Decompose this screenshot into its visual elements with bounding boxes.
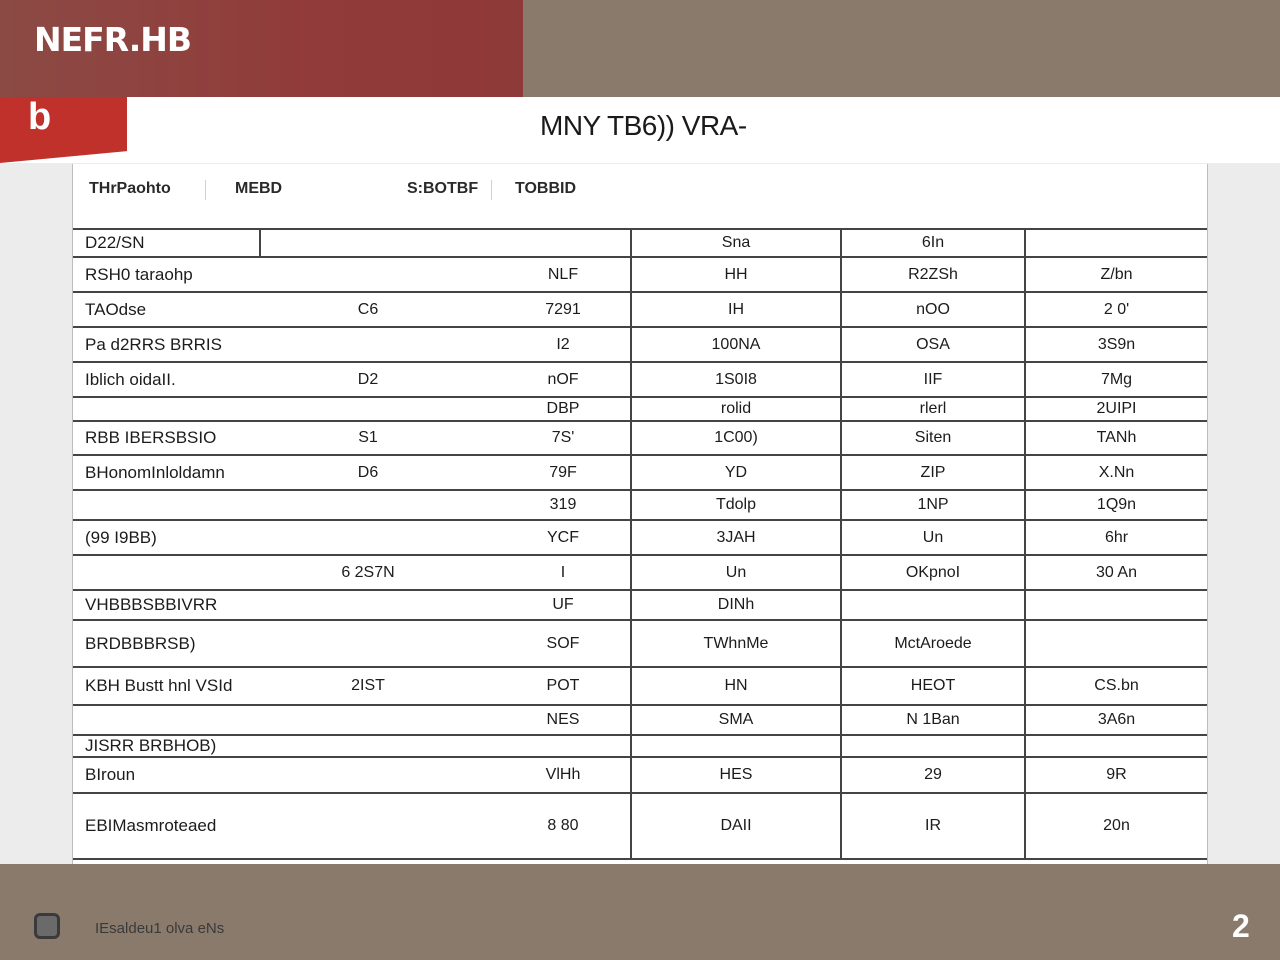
table-row[interactable] [73, 556, 1207, 591]
cell-col-1 [313, 521, 423, 554]
cell-col-3: HN [630, 668, 840, 704]
row-label [85, 706, 335, 734]
row-label: JISRR BRBHOB) [85, 736, 217, 755]
cell-col-2: DBP [546, 400, 580, 417]
cell-col-3: 1S0I8 [630, 363, 840, 396]
cell-col-5: 30 An [1024, 556, 1207, 589]
cell-col-3: SMA [630, 706, 840, 734]
cell-col-2: 79F [549, 463, 577, 481]
cell-col-3: Tdolp [630, 491, 840, 519]
table-header-cell [1024, 230, 1207, 256]
cell-col-1: D6 [357, 463, 379, 481]
table-row[interactable] [73, 736, 1207, 758]
footer-bar [0, 864, 1280, 960]
cell-col-2: 8 80 [547, 817, 579, 834]
cell-col-4 [840, 736, 1024, 756]
cell-col-1 [313, 758, 423, 792]
table-row[interactable] [73, 794, 1207, 860]
cell-col-1 [313, 491, 423, 519]
cell-col-4 [840, 591, 1024, 619]
row-label: BHonomInloldamn [85, 462, 225, 482]
brand-logo[interactable]: NEFR.HB [34, 20, 192, 59]
table-row[interactable] [73, 398, 1207, 422]
cell-col-1 [313, 258, 423, 291]
filter-row [73, 164, 1207, 214]
cell-col-1 [313, 736, 423, 756]
cell-col-4: Un [840, 521, 1024, 554]
cell-col-3: 3JAH [630, 521, 840, 554]
cell-col-2: POT [546, 677, 580, 694]
cell-col-4: rlerl [840, 398, 1024, 420]
cell-col-3: HES [630, 758, 840, 792]
row-label: TAOdse [85, 299, 147, 319]
cell-col-5: TANh [1024, 422, 1207, 454]
footer-status-text: IEsaldeu1 olva eNs [95, 920, 225, 937]
cell-col-2: YCF [547, 528, 579, 546]
table-row[interactable] [73, 668, 1207, 706]
cell-col-4: OKpnoI [840, 556, 1024, 589]
table-row[interactable] [73, 363, 1207, 398]
cell-col-4: IIF [840, 363, 1024, 396]
cell-col-5: 2 0' [1024, 293, 1207, 326]
table-row[interactable] [73, 706, 1207, 736]
cell-col-4: 1NP [840, 491, 1024, 519]
cell-col-2: SOF [546, 634, 580, 652]
table-header-row [73, 230, 1207, 258]
cell-col-1: S1 [358, 429, 378, 446]
cell-col-1 [313, 794, 423, 858]
cell-col-5: 3S9n [1024, 328, 1207, 361]
cell-col-3: Un [630, 556, 840, 589]
data-table [73, 228, 1207, 860]
filter-2[interactable]: MEBD [235, 180, 283, 197]
cell-col-4: Siten [840, 422, 1024, 454]
cell-col-1 [313, 591, 423, 619]
page-title: MNY TB6)) VRA- [540, 110, 747, 141]
cell-col-5: 7Mg [1024, 363, 1207, 396]
cell-col-5: 2UIPI [1024, 398, 1207, 420]
table-row[interactable] [73, 591, 1207, 621]
cell-col-5: 1Q9n [1024, 491, 1207, 519]
cell-col-2: 319 [549, 496, 577, 513]
cell-col-4: HEOT [840, 668, 1024, 704]
table-row[interactable] [73, 328, 1207, 363]
filter-3[interactable]: S:BOTBF [407, 180, 479, 197]
cell-col-5 [1024, 591, 1207, 619]
table-row[interactable] [73, 258, 1207, 293]
content-panel [72, 164, 1208, 864]
filter-4[interactable]: TOBBID [515, 180, 577, 197]
row-label: RBB IBERSBSIO [85, 428, 217, 447]
row-label: KBH Bustt hnl VSId [85, 676, 233, 695]
cell-col-2: NLF [547, 265, 579, 283]
filter-divider [205, 180, 206, 200]
cell-col-3 [630, 736, 840, 756]
row-label: RSH0 taraohp [85, 264, 193, 284]
table-header-cell: 6In [840, 230, 1024, 256]
cell-col-4: N 1Ban [840, 706, 1024, 734]
row-label: EBIMasmroteaed [85, 816, 217, 835]
row-label: (99 I9BB) [85, 527, 157, 547]
cell-col-1: 6 2S7N [341, 563, 395, 581]
cell-col-2: VlHh [545, 766, 581, 783]
column-divider [259, 230, 261, 256]
cell-col-5: 6hr [1024, 521, 1207, 554]
cell-col-4: 29 [840, 758, 1024, 792]
cell-col-3: DAII [630, 794, 840, 858]
row-label: Iblich oidaII. [85, 369, 176, 389]
cell-col-5: X.Nn [1024, 456, 1207, 489]
cell-col-1: D2 [357, 370, 379, 388]
table-row[interactable] [73, 456, 1207, 491]
cell-col-3: 1C00) [630, 422, 840, 454]
cell-col-1: C6 [357, 300, 379, 318]
cell-col-3: rolid [630, 398, 840, 420]
row-label: VHBBBSBBIVRR [85, 595, 218, 614]
cell-col-2: I [560, 563, 566, 581]
cell-col-4: nOO [840, 293, 1024, 326]
table-row[interactable] [73, 293, 1207, 328]
cell-col-4: R2ZSh [840, 258, 1024, 291]
cell-col-5: Z/bn [1024, 258, 1207, 291]
table-row[interactable] [73, 758, 1207, 794]
table-header-cell: D22/SN [85, 233, 145, 252]
table-row[interactable] [73, 422, 1207, 456]
cell-col-1 [313, 328, 423, 361]
cell-col-3: YD [630, 456, 840, 489]
row-label: Pa d2RRS BRRIS [85, 334, 222, 354]
filter-divider [491, 180, 492, 200]
cell-col-4: ZIP [840, 456, 1024, 489]
table-row[interactable] [73, 621, 1207, 668]
cell-col-4: IR [840, 794, 1024, 858]
cell-col-4: MctAroede [840, 621, 1024, 666]
cell-col-5: 9R [1024, 758, 1207, 792]
row-label: BIroun [85, 765, 136, 784]
app-icon[interactable] [34, 913, 60, 939]
row-label [85, 491, 335, 519]
cell-col-3: 100NA [630, 328, 840, 361]
cell-col-3: HH [630, 258, 840, 291]
row-label [85, 556, 335, 589]
table-row[interactable] [73, 521, 1207, 556]
cell-col-5: 3A6n [1024, 706, 1207, 734]
cell-col-1 [313, 706, 423, 734]
cell-col-5 [1024, 621, 1207, 666]
cell-col-2: UF [552, 596, 574, 613]
cell-col-5 [1024, 736, 1207, 756]
filter-1[interactable]: THrPaohto [89, 180, 171, 197]
cell-col-2: 7291 [545, 300, 581, 318]
tab-glyph-icon: b [28, 96, 52, 138]
cell-col-3: DINh [630, 591, 840, 619]
cell-col-5: CS.bn [1024, 668, 1207, 704]
table-header-cell: Sna [630, 230, 840, 256]
logo-icon[interactable]: 2 [1232, 908, 1250, 944]
cell-col-5: 20n [1024, 794, 1207, 858]
cell-col-1 [313, 398, 423, 420]
table-row[interactable] [73, 491, 1207, 521]
cell-col-2: nOF [547, 370, 579, 388]
cell-col-3: TWhnMe [630, 621, 840, 666]
cell-col-2 [513, 736, 613, 756]
cell-col-2: NES [546, 711, 580, 728]
cell-col-3: IH [630, 293, 840, 326]
cell-col-1 [313, 621, 423, 666]
cell-col-1: 2IST [351, 677, 385, 694]
cell-col-2: I2 [556, 335, 570, 353]
cell-col-4: OSA [840, 328, 1024, 361]
cell-col-2: 7S' [551, 429, 575, 446]
row-label [85, 398, 335, 420]
row-label: BRDBBBRSB) [85, 633, 196, 653]
